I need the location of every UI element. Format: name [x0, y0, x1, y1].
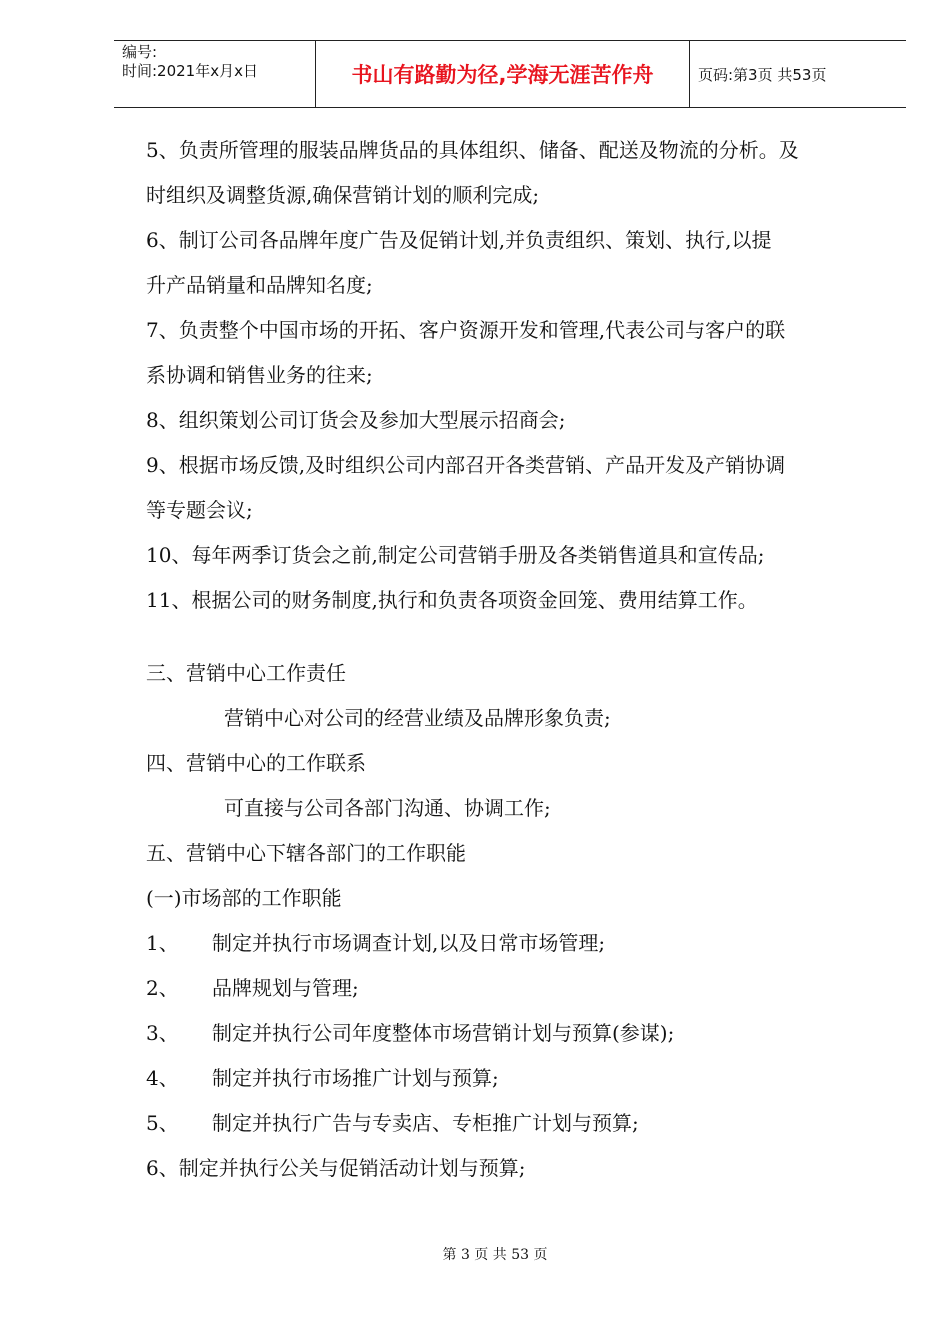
paragraph-line: 9、根据市场反馈,及时组织公司内部召开各类营销、产品开发及产销协调	[146, 453, 786, 477]
list-number: 3、	[146, 1021, 179, 1045]
paragraph-line: 6、制订公司各品牌年度广告及促销计划,并负责组织、策划、执行,以提	[146, 228, 772, 252]
list-number: 2、	[146, 976, 179, 1000]
section-title: 四、营销中心的工作联系	[146, 751, 366, 775]
section-text: 可直接与公司各部门沟通、协调工作;	[224, 796, 551, 820]
paragraph-line: 系协调和销售业务的往来;	[146, 363, 373, 387]
document-time-label: 时间:2021年x月x日	[122, 62, 258, 80]
list-number: 1、	[146, 931, 179, 955]
paragraph-line: 11、根据公司的财务制度,执行和负责各项资金回笼、费用结算工作。	[146, 588, 758, 612]
paragraph-line: 8、组织策划公司订货会及参加大型展示招商会;	[146, 408, 566, 432]
paragraph-line: 5、负责所管理的服装品牌货品的具体组织、储备、配送及物流的分析。及	[146, 138, 799, 162]
paragraph-line: 升产品销量和品牌知名度;	[146, 273, 373, 297]
document-number-label: 编号:	[122, 43, 158, 61]
section-gap	[146, 623, 876, 651]
list-number: 4、	[146, 1066, 179, 1090]
paragraph-line: 7、负责整个中国市场的开拓、客户资源开发和管理,代表公司与客户的联	[146, 318, 786, 342]
section-title: 五、营销中心下辖各部门的工作职能	[146, 841, 466, 865]
subsection-title: (一)市场部的工作职能	[146, 886, 342, 910]
list-text: 制定并执行市场调查计划,以及日常市场管理;	[212, 931, 606, 955]
list-number: 5、	[146, 1111, 179, 1135]
paragraph-line: 时组织及调整货源,确保营销计划的顺利完成;	[146, 183, 540, 207]
paragraph-line: 等专题会议;	[146, 498, 253, 522]
list-text: 制定并执行公司年度整体市场营销计划与预算(参谋);	[212, 1021, 675, 1045]
header-meta	[114, 41, 316, 107]
list-text: 制定并执行市场推广计划与预算;	[212, 1066, 499, 1090]
list-text: 品牌规划与管理;	[212, 976, 359, 1000]
list-item	[146, 966, 876, 1011]
header-motto: 书山有路勤为径,学海无涯苦作舟	[316, 41, 690, 107]
list-item: 6、制定并执行公关与促销活动计划与预算;	[146, 1156, 526, 1180]
section-text: 营销中心对公司的经营业绩及品牌形象负责;	[224, 706, 611, 730]
section-title: 三、营销中心工作责任	[146, 661, 346, 685]
list-item	[146, 1101, 876, 1146]
list-item	[146, 1056, 876, 1101]
header-page-info: 页码:第3页 共53页	[698, 65, 827, 84]
document-body	[146, 128, 876, 1191]
list-text: 制定并执行广告与专卖店、专柜推广计划与预算;	[212, 1111, 639, 1135]
list-item	[146, 921, 876, 966]
page-header	[114, 40, 906, 108]
page-footer: 第 3 页 共 53 页	[442, 1247, 548, 1263]
paragraph-line: 10、每年两季订货会之前,制定公司营销手册及各类销售道具和宣传品;	[146, 543, 765, 567]
list-item	[146, 1011, 876, 1056]
